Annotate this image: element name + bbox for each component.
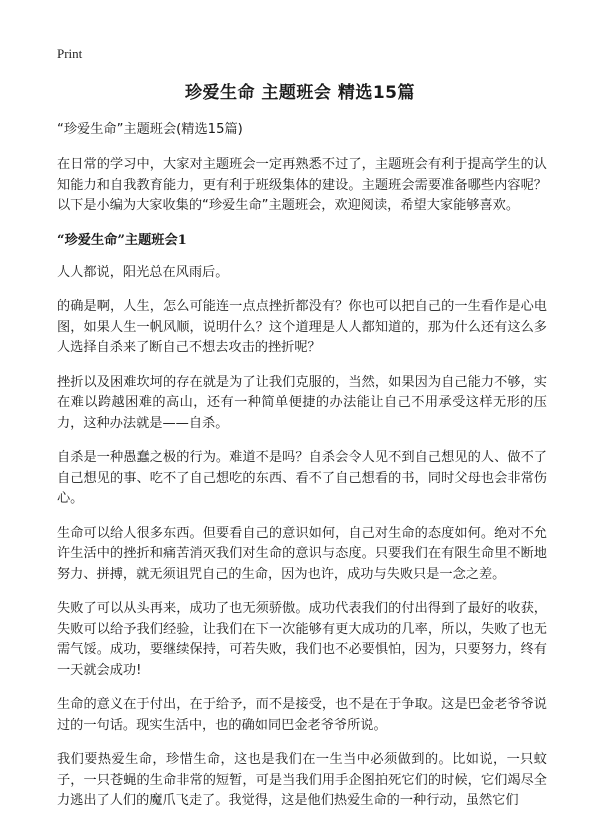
paragraph-1: 人人都说，阳光总在风雨后。 (57, 264, 229, 280)
page-title: 珍爱生命 主题班会 精选15篇 (185, 83, 415, 103)
article-body (57, 120, 547, 826)
document-subtitle: “珍爱生命”主题班会(精选15篇) (57, 122, 243, 137)
paragraph-2: 的确是啊，人生，怎么可能连一点点挫折都没有？你也可以把自己的一生看作是心电图，如果人生一帆风顺，说明什么？这个道理是人人都知道的，那为什么还有这么多人选择自杀来了断自己不想去攻击的挫折呢？ (57, 299, 547, 355)
intro-paragraph: 在日常的学习中，大家对主题班会一定再熟悉不过了，主题班会有利于提高学生的认知能力和自我教育能力，更有利于班级集体的建设。主题班会需要准备哪些内容呢？以下是小编为大家收集的“珍爱生命”主题班会，欢迎阅读，希望大家能够喜欢。 (57, 157, 547, 213)
paragraph-4: 自杀是一种愚蠢之极的行为。难道不是吗？自杀会令人见不到自己想见的人、做不了自己想见的事、吃不了自己想吃的东西、看不了自己想看的书，同时父母也会非常伤心。 (57, 450, 547, 506)
paragraph-6: 失败了可以从头再来，成功了也无须骄傲。成功代表我们的付出得到了最好的收获，失败可以给予我们经验，让我们在下一次能够有更大成功的几率，所以，失败了也无需气馁。成功，要继续保持，可若失败，我们也不必要惧怕，因为，只要努力，终有一天就会成功! (57, 601, 547, 678)
paragraph-3: 挫折以及困难坎坷的存在就是为了让我们克服的，当然，如果因为自己能力不够，实在难以跨越困难的高山，还有一种简单便捷的办法能让自己不用承受这样无形的压力，这种办法就是——自杀。 (57, 374, 547, 431)
paragraph-7: 生命的意义在于付出，在于给予，而不是接受，也不是在于争取。这是巴金老爷爷说过的一句话。现实生活中，也的确如同巴金老爷爷所说。 (57, 697, 547, 733)
print-link[interactable]: Print (57, 46, 83, 61)
paragraph-5: 生命可以给人很多东西。但要看自己的意识如何，自己对生命的态度如何。绝对不允许生活中的挫折和痛苦消灭我们对生命的意识与态度。只要我们在有限生命里不断地努力、拼搏，就无须诅咒自己的生命，因为也许，成功与失败只是一念之差。 (57, 525, 547, 582)
section-heading: “珍爱生命”主题班会1 (57, 232, 187, 248)
paragraph-8: 我们要热爱生命，珍惜生命，这也是我们在一生当中必须做到的。比如说，一只蚊子，一只苍蝇的生命非常的短暂，可是当我们用手企图拍死它们的时候，它们竭尽全力逃出了人们的魔爪飞走了。我觉得，这是他们热爱生命的一种行动，虽然它们 (57, 752, 547, 808)
